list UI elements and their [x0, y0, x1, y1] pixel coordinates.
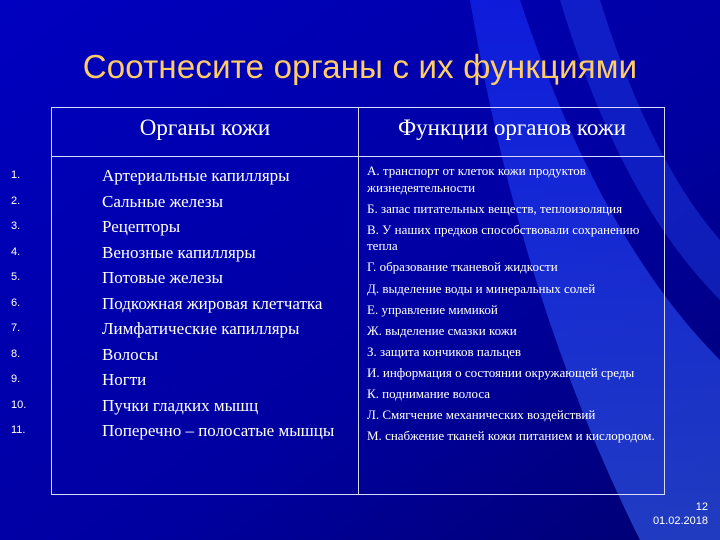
matching-table — [11, 107, 665, 495]
function-letter: Л. — [367, 407, 380, 423]
function-letter: Ж. — [367, 322, 382, 338]
list-item — [367, 323, 659, 340]
list-item — [2, 367, 352, 393]
list-item — [2, 240, 352, 266]
header-organs: Органы кожи — [139, 115, 271, 140]
list-item — [2, 316, 352, 342]
function-letter: А. — [367, 163, 380, 178]
function-text: запас питательных веществ, теплоизоляция — [380, 200, 623, 216]
function-text: выделение смазки кожи — [385, 322, 517, 338]
item-number: 8. — [11, 347, 21, 360]
list-item — [367, 407, 659, 424]
function-text: выделение воды и минеральных солей — [382, 280, 596, 296]
list-item — [367, 428, 659, 445]
function-letter: И. — [367, 364, 380, 380]
function-text: транспорт от клеток кожи продуктов жизнедеятельности — [367, 163, 586, 195]
item-number: 3. — [11, 220, 21, 232]
item-number: 7. — [11, 322, 21, 334]
function-text: управление мимикой — [381, 301, 498, 317]
function-letter: З. — [367, 343, 377, 359]
list-item — [367, 302, 659, 319]
organ-text: Рецепторы — [102, 217, 181, 236]
function-text: Смягчение механических воздействий — [382, 407, 596, 423]
list-item — [367, 222, 659, 255]
function-text: снабжение тканей кожи питанием и кислородом. — [385, 428, 655, 444]
function-text: У наших предков способствовали сохранению тепла — [367, 221, 640, 254]
list-item — [367, 281, 659, 298]
header-divider — [52, 156, 664, 157]
item-number: 11. — [11, 424, 26, 436]
item-number: 2. — [11, 194, 21, 207]
organ-text: Пучки гладких мышц — [102, 395, 259, 415]
function-letter: Д. — [367, 280, 380, 296]
list-item — [367, 259, 659, 276]
function-letter: К. — [367, 386, 379, 402]
function-letter: Б. — [367, 200, 378, 216]
list-item — [2, 163, 352, 189]
item-number: 6. — [11, 296, 21, 309]
list-item — [2, 342, 352, 368]
header-functions: Функции органов кожи — [397, 115, 627, 140]
organs-list — [11, 163, 352, 444]
organ-text: Лимфатические капилляры — [102, 319, 300, 338]
organ-text: Волосы — [102, 344, 158, 364]
function-letter: В. — [367, 221, 379, 237]
item-number: 4. — [11, 245, 21, 258]
list-item — [2, 189, 352, 215]
list-item — [2, 265, 352, 291]
function-text: защита кончиков пальцев — [380, 343, 522, 359]
list-item — [367, 386, 659, 403]
item-number: 1. — [11, 169, 21, 181]
function-text: информация о состоянии окружающей среды — [382, 364, 635, 380]
list-item — [2, 214, 352, 240]
organ-text: Подкожная жировая клетчатка — [102, 293, 323, 313]
list-item — [367, 201, 659, 218]
organ-text: Поперечно – полосатые мышцы — [102, 421, 335, 440]
item-number: 10. — [11, 398, 27, 411]
list-item — [2, 291, 352, 317]
slide-date: 01.02.2018 — [652, 515, 708, 527]
function-letter: М. — [367, 428, 382, 444]
slide-footer — [653, 500, 708, 528]
organ-text: Артериальные капилляры — [102, 166, 290, 185]
list-item — [2, 418, 352, 444]
function-letter: Г. — [367, 259, 377, 275]
organ-text: Потовые железы — [102, 268, 223, 287]
page-number: 12 — [695, 501, 708, 513]
list-item — [367, 365, 659, 382]
function-letter: Е. — [367, 301, 379, 317]
item-number: 5. — [11, 271, 21, 283]
function-text: образование тканевой жидкости — [379, 259, 558, 275]
organ-text: Сальные железы — [102, 191, 224, 211]
column-divider — [358, 108, 359, 494]
function-text: поднимание волоса — [382, 386, 491, 402]
functions-list — [367, 163, 659, 449]
item-number: 9. — [11, 373, 21, 385]
list-item — [367, 344, 659, 361]
organ-text: Ногти — [102, 370, 147, 389]
list-item — [367, 163, 659, 196]
slide-title: Соотнесите органы с их функциями — [82, 48, 638, 85]
organ-text: Венозные капилляры — [102, 242, 256, 262]
list-item — [2, 393, 352, 419]
